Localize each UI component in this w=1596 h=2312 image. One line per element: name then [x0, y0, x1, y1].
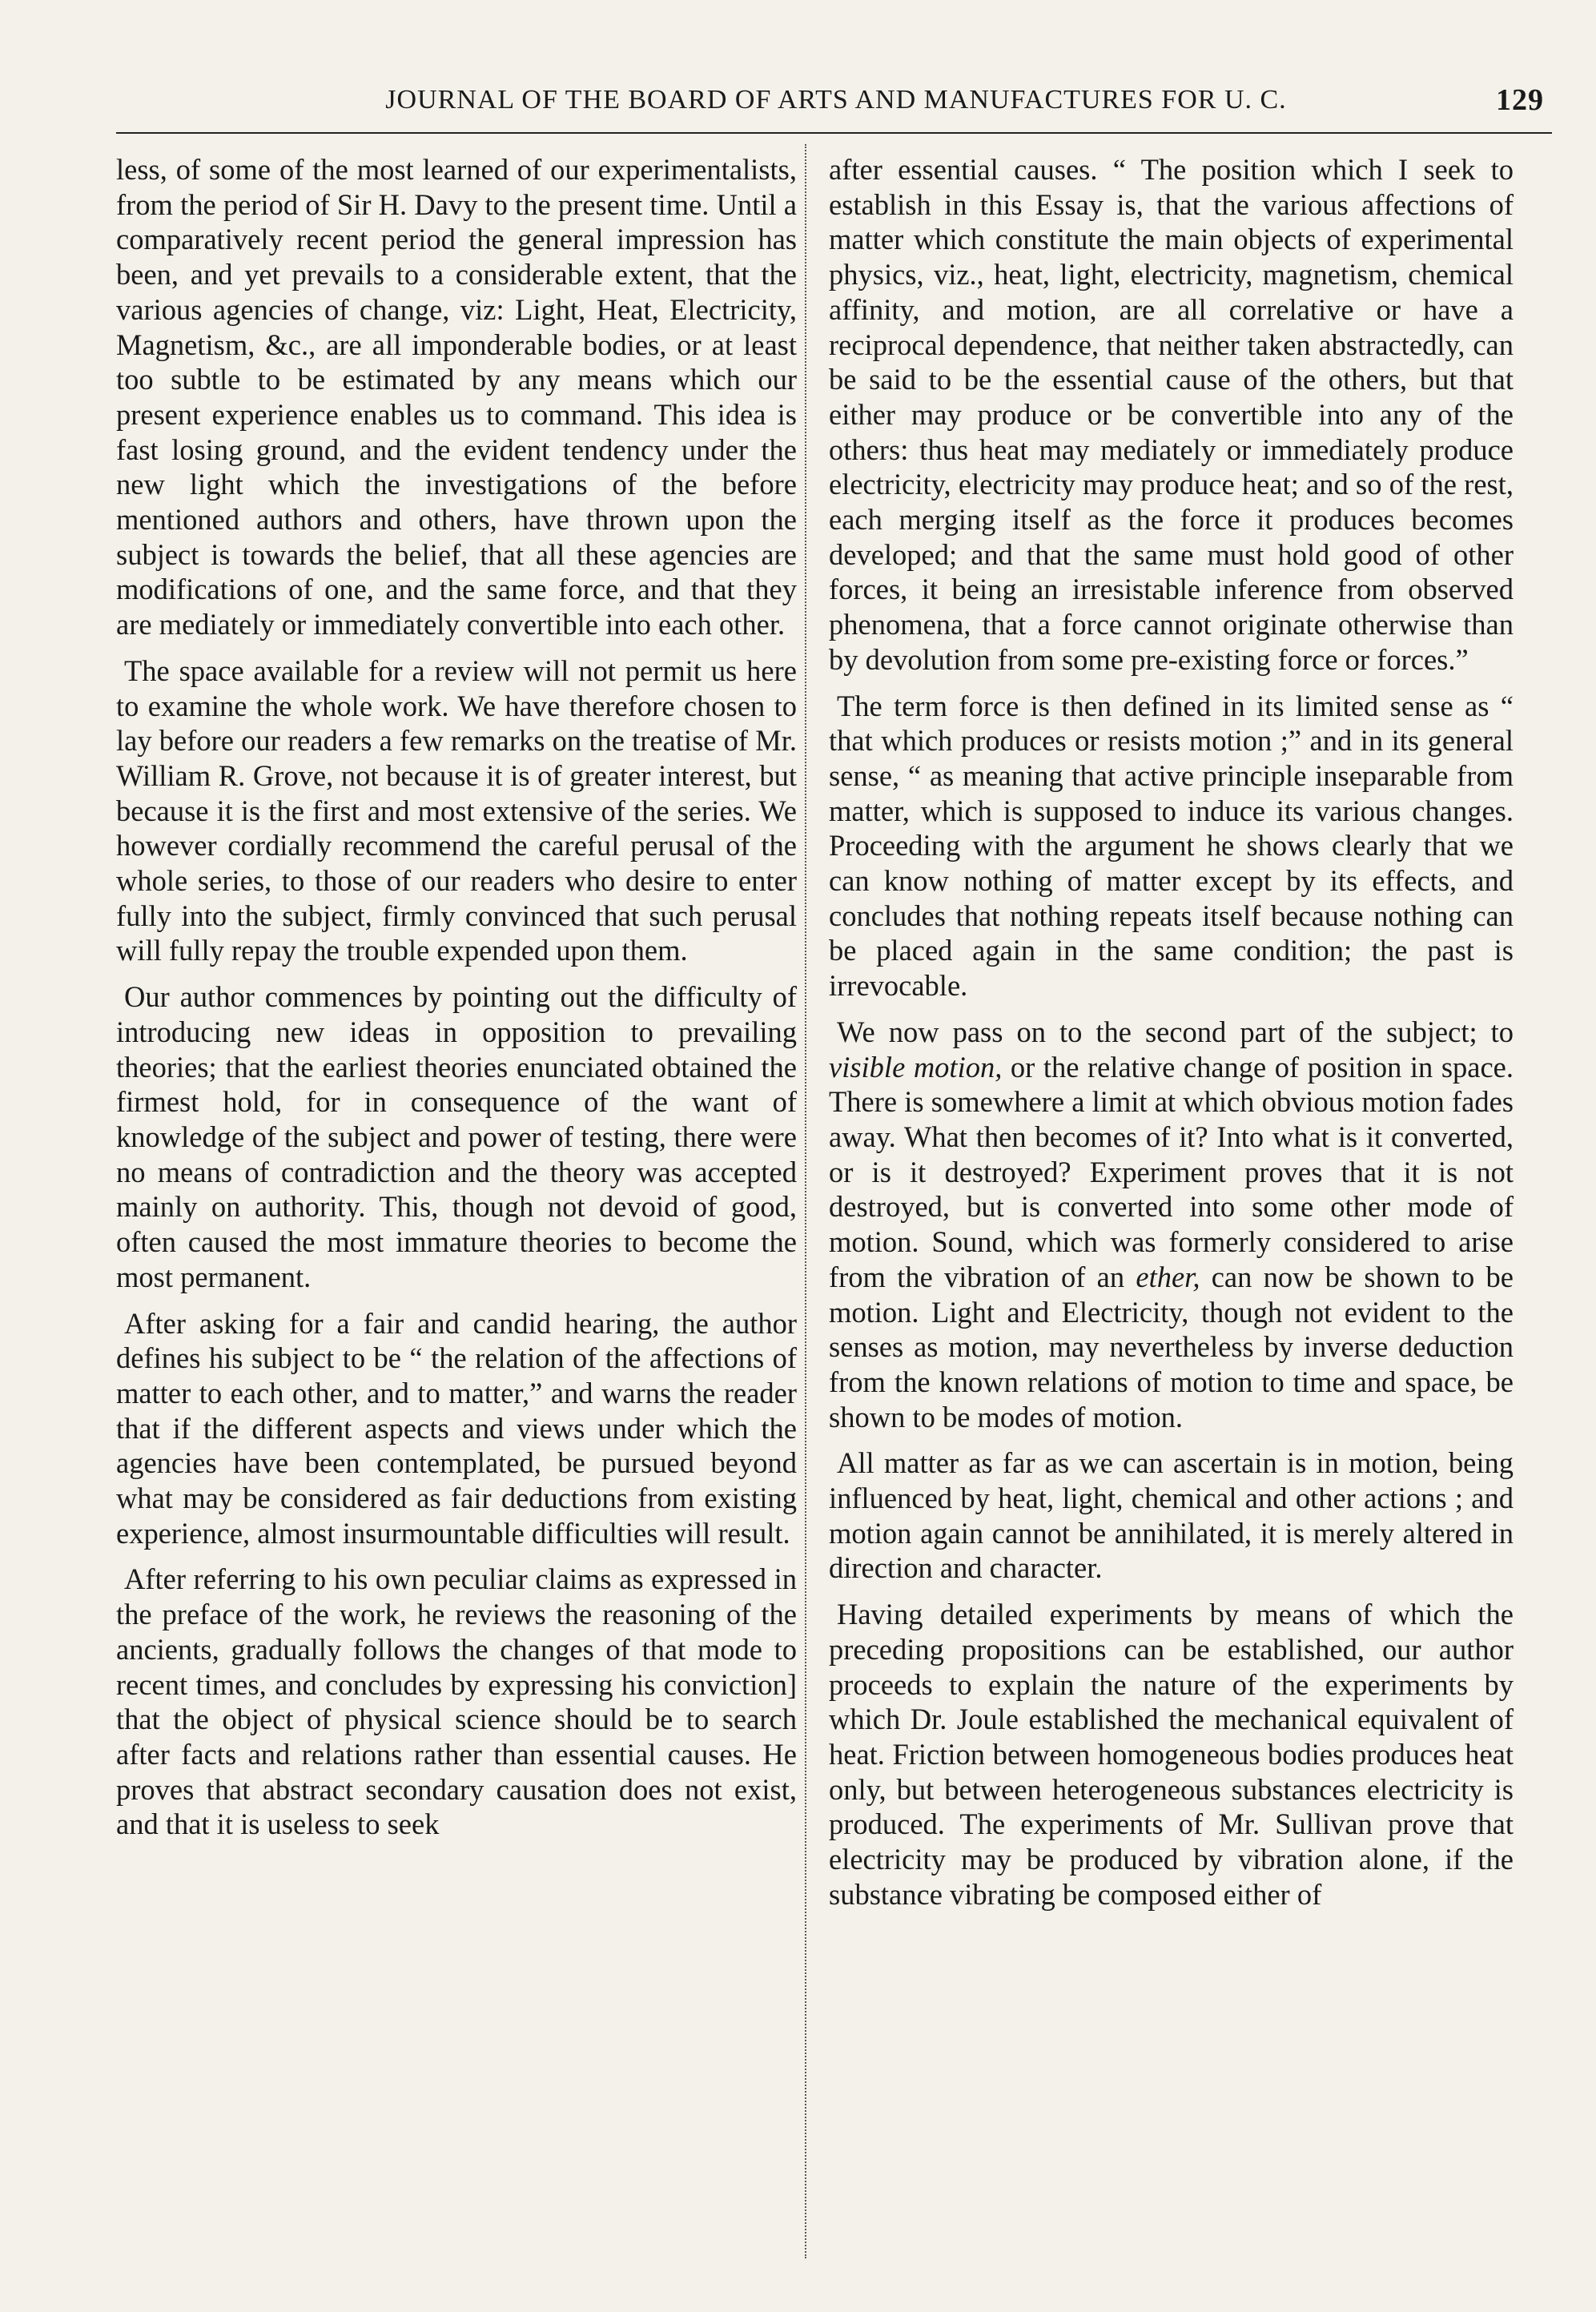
- paragraph: Our author commences by pointing out the difficulty of introducing new ideas in opposition to prevailing theories; that the earliest theories enunciated obtained the firmest hold, for in consequence of the want of knowledge of the subject and power of testing, there were no means of contradiction and the theory was accepted mainly on authority. This, though not devoid of good, often caused the most immature theories to become the most permanent.: [116, 980, 797, 1293]
- paragraph: after essential causes. “ The position which I seek to establish in this Essay is, that the various affections of matter which constitute the main objects of experimental physics, viz., heat, light, electricity, magnetism, chemical affinity, and motion, are all correlative or have a reciprocal dependence, that neither taken abstractedly, can be said to be the essential cause of the others, but that either may produce or be convertible into any of the others: thus heat may mediately or immediately produce electricity, electricity may produce heat; and so of the rest, each merging itself as the force it produces becomes developed; and that the same must hold good of other forces, it being an irresistable inference from observed phenomena, that a force cannot originate otherwise than by devolution from some pre-existing force or forces.”: [829, 153, 1514, 676]
- text-run: or the relative change of position in space. There is somewhere a limit at which obvious motion fades away. What then becomes of it? Into what is it converted, or is it destroyed? Experiment proves that it is not destroyed, but is converted into some other mode of motion. Sound, which was formerly considered to arise from the vibration of an: [829, 1050, 1514, 1293]
- paragraph: Having detailed experiments by means of which the preceding propositions can be established, our author proceeds to explain the nature of the experiments by which Dr. Joule established the mechanical equivalent of heat. Friction between homogeneous bodies produces heat only, but between heterogeneous substances electricity is produced. The experiments of Mr. Sullivan prove that electricity may be produced by vibration alone, if the substance vibrating be composed either of: [829, 1598, 1514, 1911]
- paragraph: After asking for a fair and candid hearing, the author defines his subject to be “ the relation of the affections of matter to each other, and to matter,” and warns the reader that if the different aspects and views under which the agencies have been contemplated, be pursued beyond what may be considered as fair deductions from existing experience, almost insurmountable difficulties will result.: [116, 1306, 797, 1550]
- paragraph: After referring to his own peculiar claims as expressed in the preface of the work, he reviews the reasoning of the ancients, gradually follows the changes of that mode to recent times, and concludes by expressing his conviction] that the object of physical science should be to search after facts and relations rather than essential causes. He proves that abstract secondary causation does not exist, and that it is useless to seek: [116, 1562, 797, 1841]
- emphasis: visible motion,: [829, 1050, 1003, 1084]
- left-column: [116, 152, 797, 1842]
- right-column: [829, 152, 1514, 1912]
- paragraph: less, of some of the most learned of our experimentalists, from the period of Sir H. Davy to the present time. Until a comparatively recent period the general impression has been, and yet prevails to a considerable extent, that the various agencies of change, viz: Light, Heat, Electricity, Magnetism, &c., are all imponderable bodies, or at least too subtle to be estimated by any means which our present experience enables us to command. This idea is fast losing ground, and the evident tendency under the new light which the investigations of the before mentioned authors and others, have thrown upon the subject is towards the belief, that all these agencies are modifications of one, and the same force, and that they are mediately or immediately convertible into each other.: [116, 153, 797, 641]
- paragraph: All matter as far as we can ascertain is in motion, being influenced by heat, light, chemical and other actions ; and motion again cannot be annihilated, it is merely altered in direction and character.: [829, 1446, 1514, 1585]
- column-divider: [805, 144, 806, 2258]
- running-head: [120, 76, 1552, 124]
- page-number: 129: [1496, 83, 1544, 117]
- text-run: We now pass on to the second part of the subject; to: [837, 1015, 1514, 1048]
- emphasis: ether,: [1136, 1260, 1200, 1293]
- text-run: can now be shown to be motion. Light and Electricity, though not evident to the senses as motion, may nevertheless by inverse deduction from the known relations of motion to time and space, be shown to be modes of motion.: [829, 1260, 1514, 1433]
- journal-title: JOURNAL OF THE BOARD OF ARTS AND MANUFACTURES FOR U. C.: [385, 85, 1287, 115]
- header-rule: [116, 132, 1552, 134]
- paragraph-visible-motion: [829, 1015, 1514, 1434]
- paragraph: The space available for a review will not permit us here to examine the whole work. We have therefore chosen to lay before our readers a few remarks on the treatise of Mr. William R. Grove, not because it is of greater interest, but because it is the first and most extensive of the series. We however cordially recommend the careful perusal of the whole series, to those of our readers who desire to enter fully into the subject, firmly convinced that such perusal will fully repay the trouble expended upon them.: [116, 653, 797, 967]
- paragraph: The term force is then defined in its limited sense as “ that which produces or resists motion ;” and in its general sense, “ as meaning that active principle inseparable from matter, which is supposed to induce its various changes. Proceeding with the argument he shows clearly that we can know nothing of matter except by its effects, and concludes that nothing repeats itself because nothing can be placed again in the same condition; the past is irrevocable.: [829, 689, 1514, 1003]
